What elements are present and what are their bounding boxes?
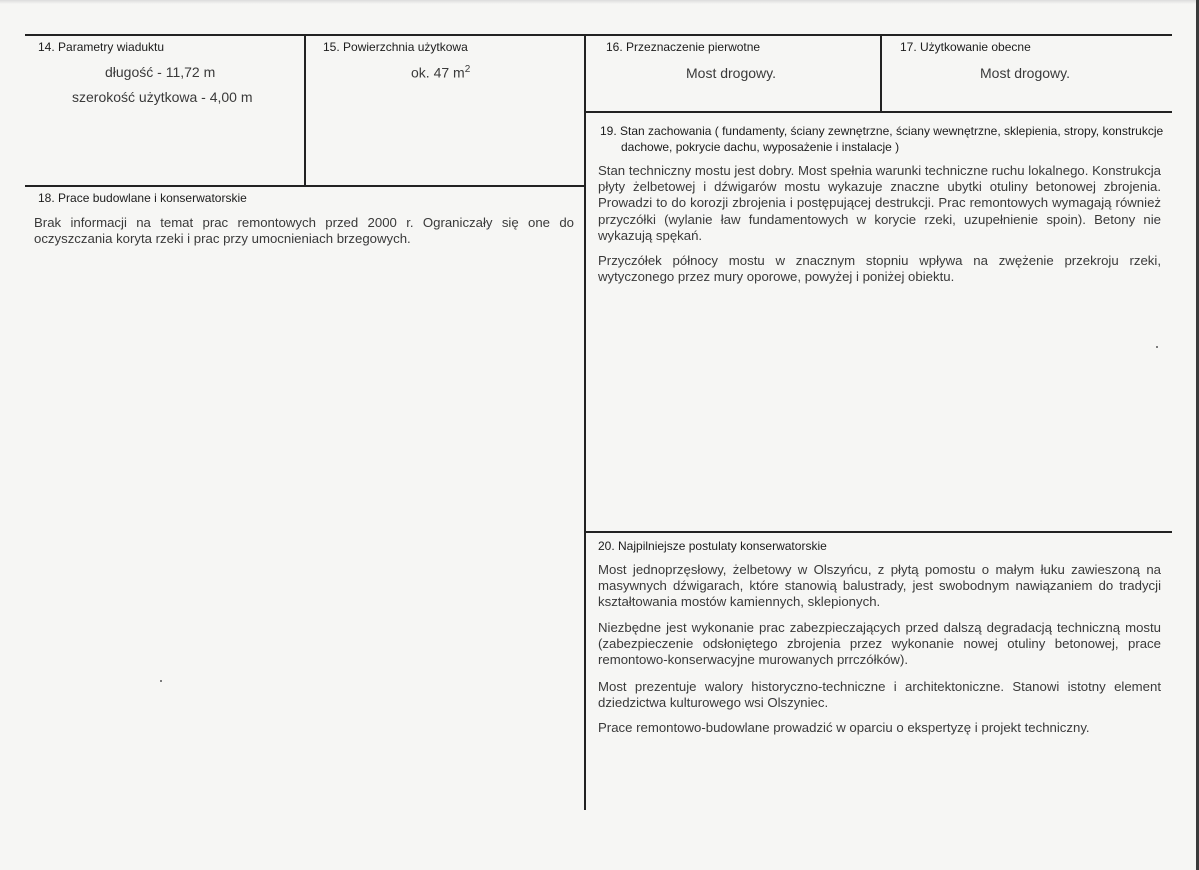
section-19-paragraph-2: Przyczółek północy mostu w znacznym stopniu wpływa na zwężenie przekroju rzeki, wytyczonego przez mury oporowe, powyżej i poniżej obiektu. [598,253,1161,285]
section-20-paragraph-4: Prace remontowo-budowlane prowadzić w oparciu o ekspertyzę i projekt techniczny. [598,720,1090,735]
section-16-title: 16. Przeznaczenie pierwotne [606,40,761,54]
section-18-text: Brak informacji na temat prac remontowych przed 2000 r. Ograniczały się one do oczyszczania koryta rzeki i prac przy umocnieniach brzegowych. [34,215,574,247]
scan-speck [1156,346,1158,348]
section-20-paragraph-2: Niezbędne jest wykonanie prac zabezpieczających przed dalszą degradacją techniczną mostu (zabezpieczenie odsłoniętego zbrojenia przez wykonanie nowej otuliny betonowej, prace remontowo-konserwacyjne murowanych prrczółków). [598,620,1161,668]
section-20-paragraph-3: Most prezentuje walory historyczno-techniczne i architektoniczne. Stanowi istotny element dziedzictwa kulturowego wsi Olszyniec. [598,679,1161,711]
section-19-title: 19. Stan zachowania ( fundamenty, ściany zewnętrzne, ściany wewnętrzne, sklepienia, stropy, konstrukcje dachowe, pokrycie dachu, wyposażenie i instalacje ) [600,124,1164,154]
line-under-16-17 [586,111,1172,113]
section-17-title: 17. Użytkowanie obecne [900,40,1031,54]
section-14-title: 14. Parametry wiaduktu [38,40,165,54]
divider-14-15 [304,34,306,186]
section-20-paragraph-1: Most jednoprzęsłowy, żelbetowy w Olszyńcu, z płytą pomostu o małym łuku zawieszoną na masywnych dźwigarach, które stanowią balustrady, jest swobodnym nawiązaniem do tradycji kształtowania mostów kamiennych, sklepionych. [598,562,1161,610]
section-20-title: 20. Najpilniejsze postulaty konserwatorskie [598,539,827,553]
viaduct-usable-width: szerokość użytkowa - 4,00 m [72,89,253,105]
current-use-value: Most drogowy. [980,65,1070,81]
line-above-20 [586,531,1172,533]
section-15-title: 15. Powierzchnia użytkowa [323,40,468,54]
divider-16-17 [880,34,882,112]
center-divider [584,34,586,810]
usable-area-value: ok. 47 $m^2$ [411,64,471,81]
section-19-paragraph-1: Stan techniczny mostu jest dobry. Most spełnia warunki techniczne ruchu lokalnego. Konstrukcja płyty żelbetowej i dźwigarów mostu wykazuje znaczne ubytki otuliny betonowej zbrojenia. Prowadzi to do korozji zbrojenia i postępującej destrukcji. Prac remontowych wymagają również przyczółki (wylanie ław fundamentowych w korycie rzeki, uzupełnienie spoin). Betony nie wykazują spękań. [598,163,1161,243]
section-18-title: 18. Prace budowlane i konserwatorskie [38,191,247,205]
original-purpose-value: Most drogowy. [686,65,776,81]
top-border [25,34,1172,36]
line-under-14-15 [25,185,586,187]
scan-top-edge [0,0,1199,4]
scan-speck [160,680,162,682]
viaduct-length: długość - 11,72 m [105,64,216,80]
